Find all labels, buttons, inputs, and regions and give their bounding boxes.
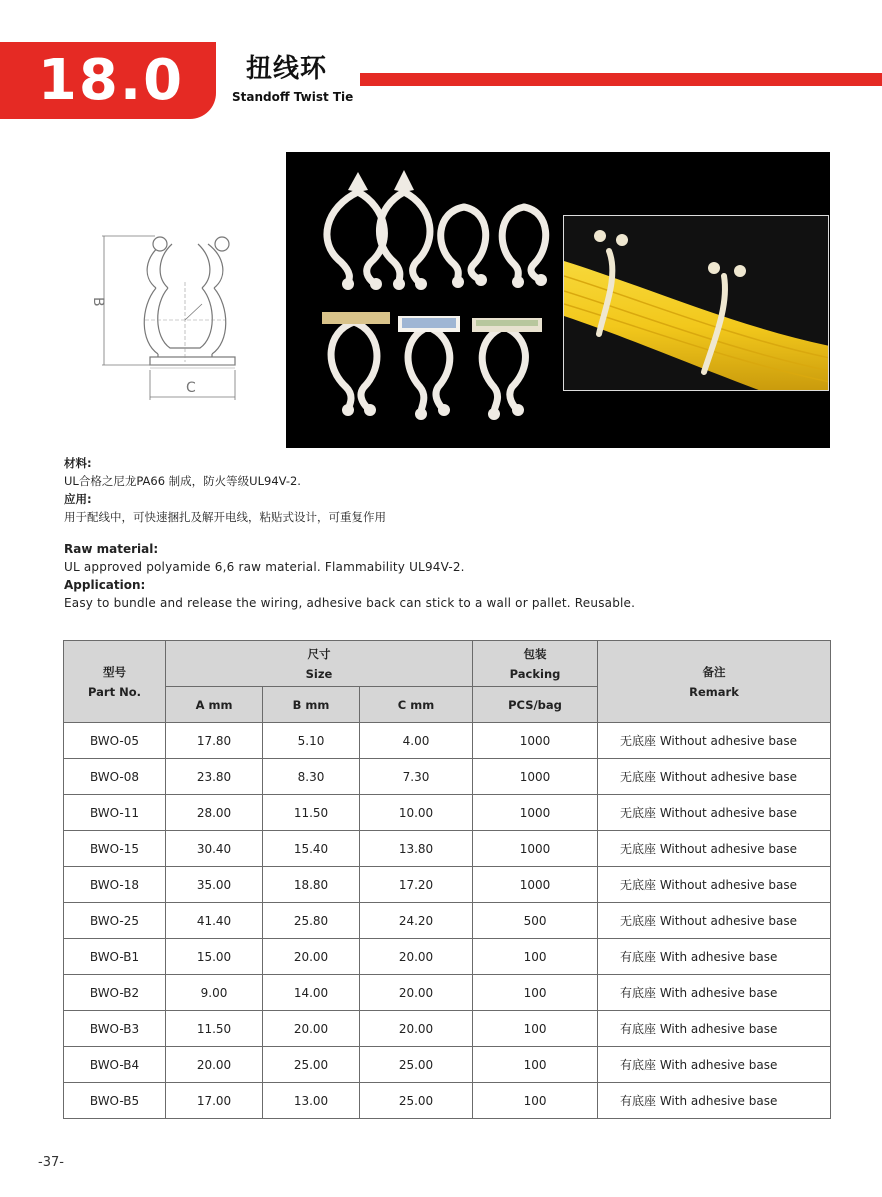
cell-part: BWO-B1 — [64, 939, 166, 975]
cell-b: 15.40 — [263, 831, 360, 867]
cell-pcs: 1000 — [473, 831, 598, 867]
cell-a: 9.00 — [166, 975, 263, 1011]
cell-remark: 无底座 Without adhesive base — [598, 795, 831, 831]
header-part-en: Part No. — [88, 684, 141, 699]
section-number: 18.0 — [37, 48, 185, 113]
cell-b: 20.00 — [263, 939, 360, 975]
cell-remark: 有底座 With adhesive base — [598, 1047, 831, 1083]
cell-a: 15.00 — [166, 939, 263, 975]
cell-c: 13.80 — [360, 831, 473, 867]
ball-left-icon — [153, 237, 167, 251]
cell-c: 17.20 — [360, 867, 473, 903]
table-row — [64, 831, 831, 867]
header-part-cn: 型号 — [103, 664, 126, 679]
cell-pcs: 100 — [473, 975, 598, 1011]
cell-remark: 无底座 Without adhesive base — [598, 759, 831, 795]
ball-right-icon — [215, 237, 229, 251]
cell-part: BWO-05 — [64, 723, 166, 759]
cell-remark: 无底座 Without adhesive base — [598, 831, 831, 867]
cell-remark: 有底座 With adhesive base — [598, 939, 831, 975]
cell-remark: 有底座 With adhesive base — [598, 975, 831, 1011]
cell-part: BWO-08 — [64, 759, 166, 795]
cell-pcs: 100 — [473, 1047, 598, 1083]
cell-a: 23.80 — [166, 759, 263, 795]
cell-pcs: 1000 — [473, 759, 598, 795]
cell-part: BWO-15 — [64, 831, 166, 867]
header-a-mm: A mm — [166, 687, 263, 723]
header-part-no — [64, 641, 166, 723]
cell-remark: 无底座 Without adhesive base — [598, 723, 831, 759]
table-row — [64, 759, 831, 795]
cell-part: BWO-B3 — [64, 1011, 166, 1047]
usage-photo-inset — [563, 215, 829, 391]
description-en — [64, 540, 635, 612]
cell-pcs: 100 — [473, 939, 598, 975]
table-row — [64, 795, 831, 831]
cell-part: BWO-11 — [64, 795, 166, 831]
cell-b: 8.30 — [263, 759, 360, 795]
cell-remark: 无底座 Without adhesive base — [598, 903, 831, 939]
cell-c: 20.00 — [360, 939, 473, 975]
header-size — [166, 641, 473, 687]
table-row — [64, 1047, 831, 1083]
cell-a: 28.00 — [166, 795, 263, 831]
material-label-cn: 材料: — [64, 456, 92, 470]
header-remark-en: Remark — [689, 684, 739, 699]
cell-remark: 有底座 With adhesive base — [598, 1011, 831, 1047]
cell-part: BWO-18 — [64, 867, 166, 903]
cell-a: 30.40 — [166, 831, 263, 867]
cell-b: 25.00 — [263, 1047, 360, 1083]
header-remark-cn: 备注 — [702, 664, 726, 679]
cell-c: 25.00 — [360, 1047, 473, 1083]
cell-b: 25.80 — [263, 903, 360, 939]
table-row — [64, 903, 831, 939]
cell-b: 13.00 — [263, 1083, 360, 1119]
table-row — [64, 867, 831, 903]
cell-c: 24.20 — [360, 903, 473, 939]
header-packing-cn: 包装 — [523, 646, 547, 661]
cell-a: 17.80 — [166, 723, 263, 759]
header-packing — [473, 641, 598, 687]
header-b-mm: B mm — [263, 687, 360, 723]
cell-b: 14.00 — [263, 975, 360, 1011]
cell-pcs: 1000 — [473, 795, 598, 831]
application-text-en: Easy to bundle and release the wiring, adhesive back can stick to a wall or pallet. Reusable. — [64, 596, 636, 610]
cell-pcs: 1000 — [473, 723, 598, 759]
page-number: -37- — [38, 1155, 64, 1170]
cell-b: 5.10 — [263, 723, 360, 759]
table-row — [64, 975, 831, 1011]
dimension-c-label: C — [186, 380, 196, 396]
spec-table — [63, 640, 831, 1119]
header-packing-en: Packing — [509, 666, 561, 681]
cell-a: 17.00 — [166, 1083, 263, 1119]
cell-pcs: 100 — [473, 1011, 598, 1047]
material-text-cn: UL合格之尼龙PA66 制成，防火等级UL94V-2. — [64, 474, 301, 488]
cell-remark: 无底座 Without adhesive base — [598, 867, 831, 903]
cell-b: 11.50 — [263, 795, 360, 831]
table-row — [64, 723, 831, 759]
material-text-en: UL approved polyamide 6,6 raw material. Flammability UL94V-2. — [64, 560, 465, 574]
cell-b: 18.80 — [263, 867, 360, 903]
cell-c: 10.00 — [360, 795, 473, 831]
cell-remark: 有底座 With adhesive base — [598, 1083, 831, 1119]
description-cn — [64, 454, 386, 526]
table-row — [64, 1011, 831, 1047]
application-text-cn: 用于配线中，可快速捆扎及解开电线，粘贴式设计，可重复作用 — [64, 510, 386, 524]
header-pcs-bag: PCS/bag — [473, 687, 598, 723]
material-label-en: Raw material: — [64, 542, 159, 556]
cell-part: BWO-25 — [64, 903, 166, 939]
header-size-cn: 尺寸 — [307, 646, 331, 661]
page-title-en: Standoff Twist Tie — [232, 90, 354, 104]
cell-a: 20.00 — [166, 1047, 263, 1083]
table-row — [64, 1083, 831, 1119]
cell-part: BWO-B5 — [64, 1083, 166, 1119]
application-label-en: Application: — [64, 578, 146, 592]
cell-c: 25.00 — [360, 1083, 473, 1119]
cell-c: 4.00 — [360, 723, 473, 759]
cell-c: 20.00 — [360, 975, 473, 1011]
table-row — [64, 939, 831, 975]
cell-c: 7.30 — [360, 759, 473, 795]
dimension-diagram — [90, 222, 250, 407]
cell-a: 41.40 — [166, 903, 263, 939]
application-label-cn: 应用: — [64, 492, 92, 506]
cell-c: 20.00 — [360, 1011, 473, 1047]
header-remark — [598, 641, 831, 723]
cell-pcs: 1000 — [473, 867, 598, 903]
header-size-en: Size — [305, 666, 333, 681]
cell-part: BWO-B4 — [64, 1047, 166, 1083]
cell-b: 20.00 — [263, 1011, 360, 1047]
cell-a: 35.00 — [166, 867, 263, 903]
header-c-mm: C mm — [360, 687, 473, 723]
dimension-b-label: B — [90, 297, 106, 307]
header-accent-bar — [360, 73, 882, 86]
cell-a: 11.50 — [166, 1011, 263, 1047]
cell-part: BWO-B2 — [64, 975, 166, 1011]
cell-pcs: 500 — [473, 903, 598, 939]
product-photo — [286, 152, 830, 448]
page-title-cn: 扭线环 — [246, 54, 328, 84]
cell-pcs: 100 — [473, 1083, 598, 1119]
